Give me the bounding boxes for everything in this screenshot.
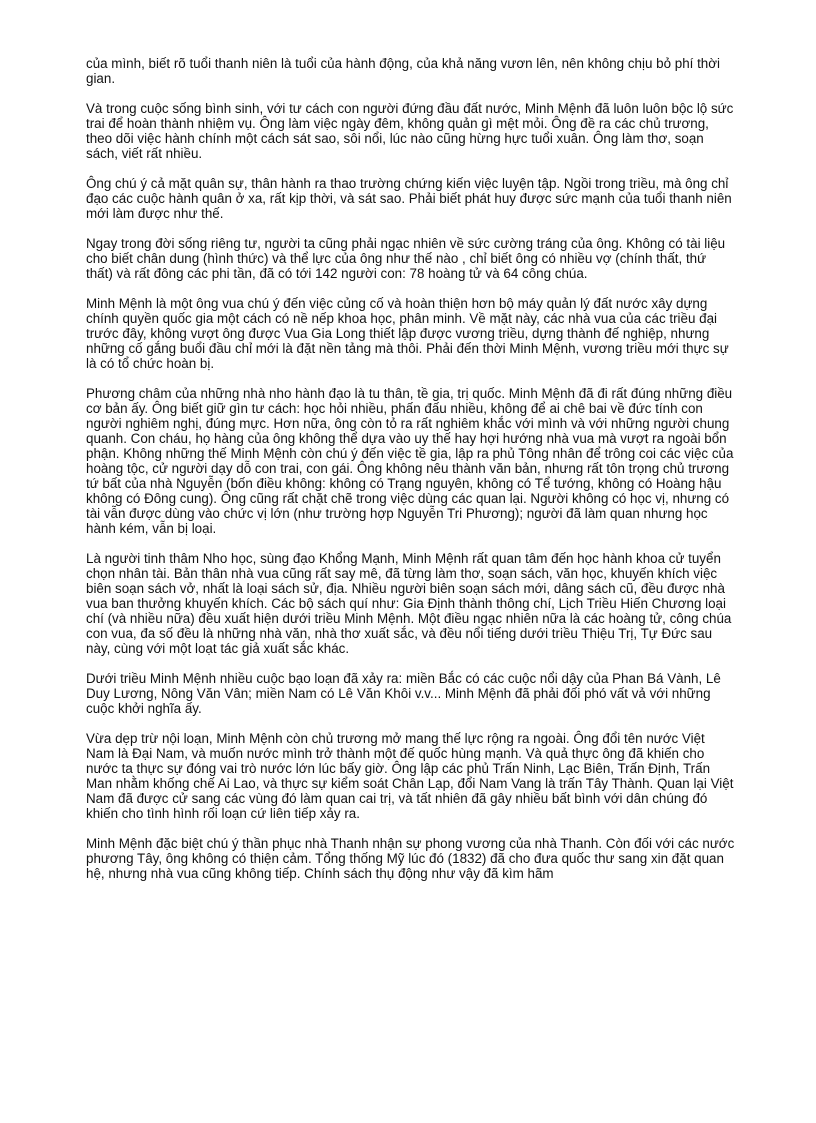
paragraph-8: Dưới triều Minh Mệnh nhiều cuộc bạo loạn đã xảy ra: miền Bắc có các cuộc nổi dậy của Phan Bá Vành, Lê Duy Lương, Nông Văn Vân; miền Nam có Lê Văn Khôi v.v... Minh Mệnh đã phải đối phó vất vả với những cuộc khởi nghĩa ấy. (86, 671, 721, 716)
paragraph-4: Ngay trong đời sống riêng tư, người ta cũng phải ngạc nhiên về sức cường tráng của ông. Không có tài liệu cho biết chân dung (hình thức) và thể lực của ông như thế nào , chỉ biết ông có nhiều vợ (chính thất, thứ thất) và rất đông các phi tần, đã có tới 142 người con: 78 hoàng tử và 64 công chúa. (86, 236, 726, 281)
paragraph-7: Là người tinh thâm Nho học, sùng đạo Khổng Mạnh, Minh Mệnh rất quan tâm đến học hành khoa cử tuyển chọn nhân tài. Bản thân nhà vua cũng rất say mê, đã từng làm thơ, soạn sách, văn học, khuyến khích việc biên soạn sách vở, nhất là loại sách sử, địa. Nhiều người biên soạn sách mới, dâng sách cũ, đều được nhà vua ban thưởng khuyến khích. Các bộ sách quí như: Gia Định thành thông chí, Lịch Triều Hiến Chương loại chí (và nhiều nữa) đều xuất hiện dưới triều Minh Mệnh. Một điều ngạc nhiên nữa là các hoàng tử, công chúa con vua, đa số đều là những nhà văn, nhà thơ xuất sắc, và đều nổi tiếng dưới triều Thiệu Trị, Tự Đức sau này, cùng với một loạt tác giả xuất sắc khác. (86, 551, 732, 656)
paragraph-5: Minh Mệnh là một ông vua chú ý đến việc củng cố và hoàn thiện hơn bộ máy quản lý đất nước xây dựng chính quyền quốc gia một cách có nề nếp khoa học, phân minh. Về mặt này, các nhà vua của các triều đại trước đây, không vượt ông được Vua Gia Long thiết lập được vương triều, dựng thành đế nghiệp, nhưng những cố gắng buổi đầu chỉ mới là đặt nền tảng mà thôi. Phải đến thời Minh Mệnh, vương triều mới thực sự là có tổ chức hoàn bị. (86, 296, 729, 371)
paragraph-2: Và trong cuộc sống bình sinh, với tư cách con người đứng đầu đất nước, Minh Mệnh đã luôn luôn bộc lộ sức trai để hoàn thành nhiệm vụ. Ông làm việc ngày đêm, không quản gì mệt mỏi. Ông đề ra các chủ trương, theo dõi việc hành chính một cách sát sao, sôi nổi, lúc nào cũng hừng hực tuổi xuân. Ông làm thơ, soạn sách, viết rất nhiều. (86, 101, 734, 161)
paragraph-1: của mình, biết rõ tuổi thanh niên là tuổi của hành động, của khả năng vươn lên, nên không chịu bỏ phí thời gian. (86, 56, 721, 86)
document-page (86, 56, 736, 896)
paragraph-9: Vừa dẹp trừ nội loạn, Minh Mệnh còn chủ trương mở mang thế lực rộng ra ngoài. Ông đổi tên nước Việt Nam là Đại Nam, và muốn nước mình trở thành một đế quốc hùng mạnh. Và quả thực ông đã khiến cho nước ta thực sự đóng vai trò nước lớn lúc bấy giờ. Ông lập các phủ Trấn Ninh, Lạc Biên, Trấn Định, Trấn Man nhằm khống chế Ai Lao, và thực sự kiểm soát Chân Lạp, đổi Nam Vang là trấn Tây Thành. Quan lại Việt Nam đã được cử sang các vùng đó làm quan cai trị, và tất nhiên đã gây nhiều bất bình với dân chúng đó khiến cho tình hình rối loạn cứ liên tiếp xảy ra. (86, 731, 734, 821)
paragraph-6: Phương châm của những nhà nho hành đạo là tu thân, tề gia, trị quốc. Minh Mệnh đã đi rất đúng những điều cơ bản ấy. Ông biết giữ gìn tư cách: học hỏi nhiều, phấn đấu nhiều, không để ai chê bai về đức tính con người nghiêm nghị, đúng mực. Hơn nữa, ông còn tỏ ra rất nghiêm khắc với mình và với những người chung quanh. Con cháu, họ hàng của ông không thể dựa vào uy thế hay hợi hướng nhà vua mà vượt ra ngoài bổn phận. Không những thế Minh Mệnh còn chú ý đến việc tề gia, lập ra phủ Tông nhân để trông coi các việc của hoàng tộc, cử người dạy dỗ con trai, con gái. Ông không nêu thành văn bản, nhưng rất tôn trọng chủ trương tứ bất của nhà Nguyễn (bốn điều không: không có Trạng nguyên, không có Tể tướng, không có Hoàng hậu không có Đông cung). Ông cũng rất chặt chẽ trong việc dùng các quan lại. Người không có học vị, nhưng có tài vẫn được dùng vào chức vị lớn (như trường hợp Nguyễn Tri Phương); người đã làm quan nhưng học hành kém, vẫn bị loại. (86, 386, 734, 536)
paragraph-3: Ông chú ý cả mặt quân sự, thân hành ra thao trường chứng kiến việc luyện tập. Ngồi trong triều, mà ông chỉ đạo các cuộc hành quân ở xa, rất kịp thời, và sát sao. Phải biết phát huy được sức mạnh của tuổi thanh niên mới làm được như thế. (86, 176, 732, 221)
paragraph-10: Minh Mệnh đặc biệt chú ý thần phục nhà Thanh nhận sự phong vương của nhà Thanh. Còn đối với các nước phương Tây, ông không có thiện cảm. Tổng thống Mỹ lúc đó (1832) đã cho đưa quốc thư sang xin đặt quan hệ, nhưng nhà vua cũng không tiếp. Chính sách thụ động như vậy đã kìm hãm (86, 836, 735, 881)
